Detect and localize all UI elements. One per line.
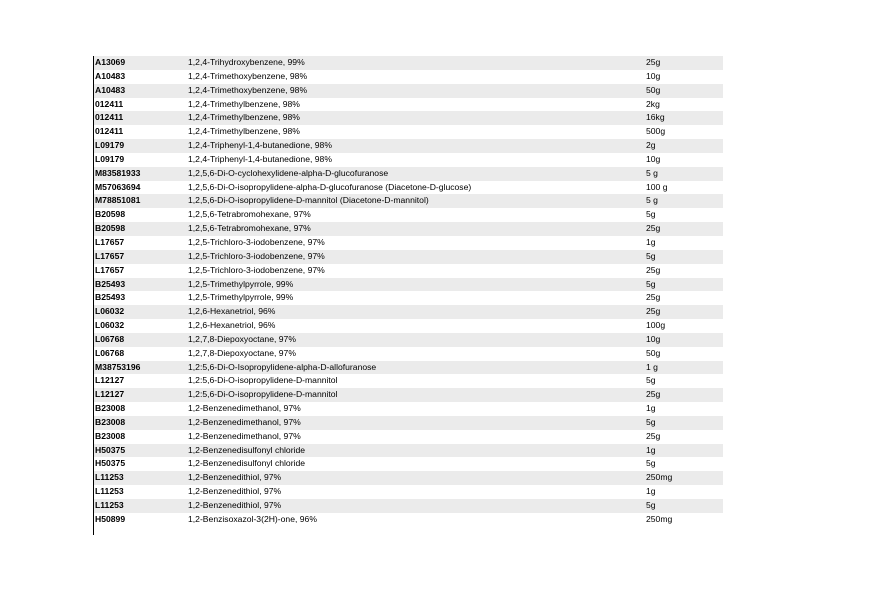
product-code-cell: A10483: [95, 84, 126, 95]
pack-size-cell: 25g: [646, 430, 661, 441]
table-row: [93, 513, 723, 527]
table-row: [93, 444, 723, 458]
product-code-cell: A10483: [95, 70, 126, 81]
pack-size-cell: 250mg: [646, 513, 673, 524]
product-code-cell: L06032: [95, 306, 125, 317]
product-code-cell: L12127: [95, 375, 125, 386]
product-name-cell: 1,2,5-Trimethylpyrrole, 99%: [188, 278, 294, 289]
table-row: [93, 84, 723, 98]
product-name-cell: 1,2,4-Trimethoxybenzene, 98%: [188, 84, 308, 95]
product-code-cell: L09179: [95, 153, 125, 164]
pack-size-cell: 50g: [646, 347, 661, 358]
table-left-border: [93, 56, 94, 535]
product-name-cell: 1,2-Benzenedithiol, 97%: [188, 500, 282, 510]
product-name-cell: 1,2,5-Trichloro-3-iodobenzene, 97%: [188, 250, 325, 261]
table-row: [93, 361, 723, 375]
product-name-cell: 1,2,6-Hexanetriol, 96%: [188, 320, 276, 331]
pack-size-cell: 500g: [646, 126, 666, 137]
product-name-cell: 1,2,4-Triphenyl-1,4-butanedione, 98%: [188, 153, 332, 164]
product-code-cell: B20598: [95, 209, 126, 220]
product-code-cell: B20598: [95, 223, 126, 234]
table-row: [93, 388, 723, 402]
pack-size-cell: 25g: [646, 292, 661, 303]
pack-size-cell: 10g: [646, 333, 661, 344]
table-row: [93, 208, 723, 222]
table-row: [93, 98, 723, 112]
pack-size-cell: 5g: [646, 375, 656, 386]
pack-size-cell: 1 g: [646, 361, 658, 372]
table-row: [93, 347, 723, 361]
product-code-cell: B25493: [95, 278, 126, 289]
product-code-cell: L11253: [95, 500, 124, 510]
product-code-cell: H50375: [95, 444, 126, 455]
table-row: [93, 319, 723, 333]
product-code-cell: B23008: [95, 416, 126, 427]
product-code-cell: L17657: [95, 264, 125, 275]
product-name-cell: 1,2,5,6-Tetrabromohexane, 97%: [188, 209, 311, 220]
table-row: [93, 222, 723, 236]
pack-size-cell: 2g: [646, 140, 656, 151]
pack-size-cell: 25g: [646, 306, 661, 317]
product-name-cell: 1,2,4-Trimethylbenzene, 98%: [188, 112, 300, 123]
table-row: [93, 333, 723, 347]
product-name-cell: 1,2,5,6-Tetrabromohexane, 97%: [188, 223, 311, 234]
product-name-cell: 1,2,4-Trimethylbenzene, 98%: [188, 126, 300, 137]
table-row: [93, 374, 723, 388]
product-name-cell: 1,2,6-Hexanetriol, 96%: [188, 306, 276, 317]
product-code-cell: 012411: [95, 112, 124, 123]
product-code-cell: 012411: [95, 98, 124, 109]
pack-size-cell: 25g: [646, 264, 661, 275]
product-code-cell: L12127: [95, 389, 125, 400]
table-row: [93, 499, 723, 513]
product-name-cell: 1,2:5,6-Di-O-isopropylidene-D-mannitol: [188, 375, 338, 386]
product-name-cell: 1,2-Benzenedithiol, 97%: [188, 472, 282, 483]
table-row: [93, 305, 723, 319]
table-row: [93, 291, 723, 305]
product-name-cell: 1,2:5,6-Di-O-isopropylidene-D-mannitol: [188, 389, 338, 400]
product-name-cell: 1,2,4-Trimethoxybenzene, 98%: [188, 70, 308, 81]
pack-size-cell: 250mg: [646, 472, 673, 483]
pack-size-cell: 25g: [646, 389, 661, 400]
table-row: [93, 278, 723, 292]
pack-size-cell: 5g: [646, 458, 656, 469]
pack-size-cell: 10g: [646, 70, 661, 81]
product-name-cell: 1,2,5-Trimethylpyrrole, 99%: [188, 292, 294, 303]
product-code-cell: B23008: [95, 430, 126, 441]
pack-size-cell: 2kg: [646, 98, 660, 109]
product-name-cell: 1,2-Benzenedithiol, 97%: [188, 486, 282, 497]
product-code-cell: M57063694: [95, 181, 141, 192]
product-code-cell: M78851081: [95, 195, 141, 206]
product-name-cell: 1,2,5,6-Di-O-isopropylidene-alpha-D-glucofuranose (Diacetone-D-glucose): [188, 181, 472, 192]
pack-size-cell: 10g: [646, 153, 661, 164]
product-name-cell: 1,2,4-Trimethylbenzene, 98%: [188, 98, 300, 109]
product-name-cell: 1,2,4-Triphenyl-1,4-butanedione, 98%: [188, 140, 332, 151]
product-name-cell: 1,2-Benzisoxazol-3(2H)-one, 96%: [188, 513, 317, 524]
product-code-cell: H50899: [95, 513, 126, 524]
table-row: [93, 471, 723, 485]
product-code-cell: L06768: [95, 347, 125, 358]
pack-size-cell: 5 g: [646, 167, 658, 178]
pack-size-cell: 16kg: [646, 112, 665, 123]
table-row: [93, 167, 723, 181]
product-code-cell: L17657: [95, 236, 125, 247]
product-code-cell: H50375: [95, 458, 126, 469]
product-name-cell: 1,2,7,8-Diepoxyoctane, 97%: [188, 347, 296, 358]
product-code-cell: L06032: [95, 320, 125, 331]
product-name-cell: 1,2,5-Trichloro-3-iodobenzene, 97%: [188, 236, 325, 247]
product-name-cell: 1,2,4-Trihydroxybenzene, 99%: [188, 57, 305, 67]
table-row: [93, 430, 723, 444]
pack-size-cell: 5g: [646, 250, 656, 261]
product-code-cell: 012411: [95, 126, 124, 137]
product-code-cell: L09179: [95, 140, 125, 151]
pack-size-cell: 25g: [646, 223, 661, 234]
pack-size-cell: 1g: [646, 403, 656, 414]
product-table: [93, 56, 723, 527]
table-row: [93, 264, 723, 278]
product-name-cell: 1,2,5-Trichloro-3-iodobenzene, 97%: [188, 264, 325, 275]
product-name-cell: 1,2,5,6-Di-O-cyclohexylidene-alpha-D-glucofuranose: [188, 167, 389, 178]
pack-size-cell: 1g: [646, 486, 656, 497]
product-name-cell: 1,2:5,6-Di-O-Isopropylidene-alpha-D-allofuranose: [188, 361, 377, 372]
product-code-cell: M38753196: [95, 361, 141, 372]
product-name-cell: 1,2,5,6-Di-O-isopropylidene-D-mannitol (Diacetone-D-mannitol): [188, 195, 429, 206]
table-row: [93, 139, 723, 153]
product-name-cell: 1,2,7,8-Diepoxyoctane, 97%: [188, 333, 296, 344]
pack-size-cell: 5g: [646, 500, 656, 510]
table-row: [93, 402, 723, 416]
table-row: [93, 194, 723, 208]
table-row: [93, 125, 723, 139]
product-code-cell: B23008: [95, 403, 126, 414]
table-row: [93, 153, 723, 167]
product-code-cell: L11253: [95, 486, 124, 497]
table-row: [93, 457, 723, 471]
product-name-cell: 1,2-Benzenedisulfonyl chloride: [188, 444, 306, 455]
table-row: [93, 181, 723, 195]
pack-size-cell: 5g: [646, 209, 656, 220]
product-name-cell: 1,2-Benzenedimethanol, 97%: [188, 430, 301, 441]
pack-size-cell: 1g: [646, 444, 656, 455]
pack-size-cell: 5g: [646, 416, 656, 427]
pack-size-cell: 100 g: [646, 181, 668, 192]
table-row: [93, 250, 723, 264]
table-row: [93, 56, 723, 70]
product-code-cell: B25493: [95, 292, 126, 303]
product-code-cell: L06768: [95, 333, 125, 344]
pack-size-cell: 5g: [646, 278, 656, 289]
pack-size-cell: 25g: [646, 57, 661, 67]
pack-size-cell: 100g: [646, 320, 666, 331]
pack-size-cell: 5 g: [646, 195, 658, 206]
product-code-cell: L17657: [95, 250, 125, 261]
pack-size-cell: 1g: [646, 236, 656, 247]
table-row: [93, 416, 723, 430]
table-row: [93, 236, 723, 250]
table-row: [93, 111, 723, 125]
product-name-cell: 1,2-Benzenedisulfonyl chloride: [188, 458, 306, 469]
table-row: [93, 70, 723, 84]
product-name-cell: 1,2-Benzenedimethanol, 97%: [188, 416, 301, 427]
product-code-cell: L11253: [95, 472, 124, 483]
product-name-cell: 1,2-Benzenedimethanol, 97%: [188, 403, 301, 414]
table-row: [93, 485, 723, 499]
product-code-cell: A13069: [95, 57, 126, 67]
product-code-cell: M83581933: [95, 167, 141, 178]
pack-size-cell: 50g: [646, 84, 661, 95]
